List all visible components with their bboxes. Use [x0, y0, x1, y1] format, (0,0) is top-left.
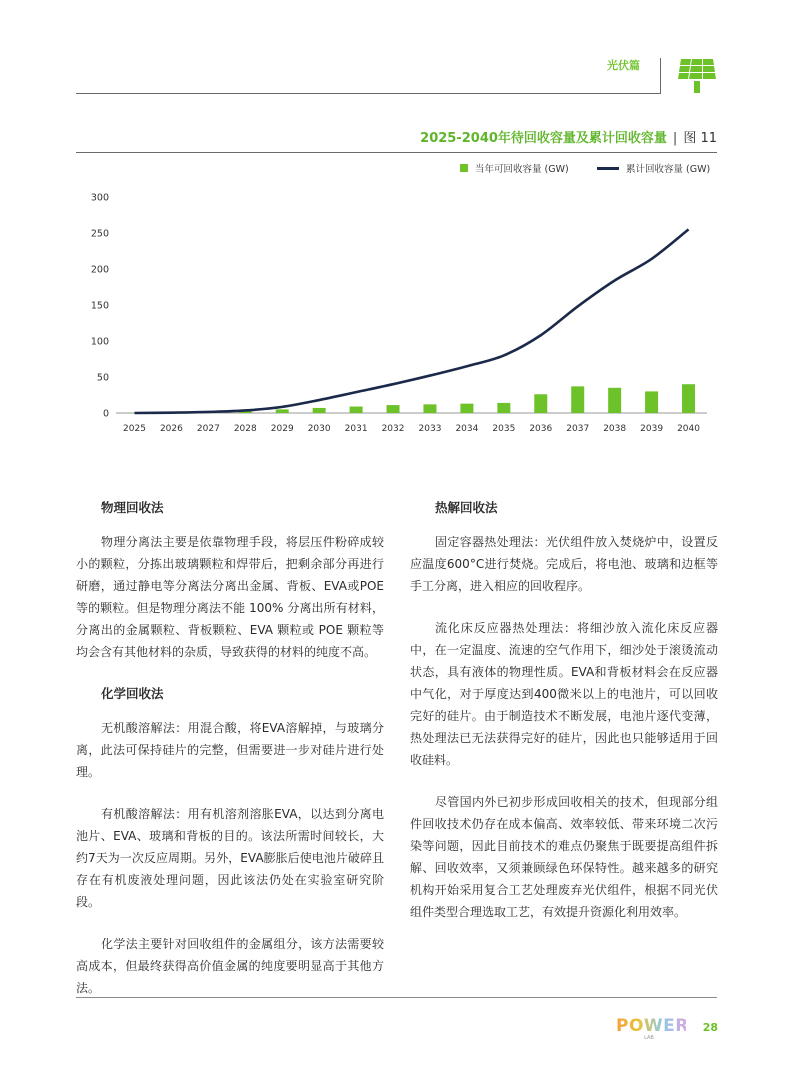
figure-title: 2025-2040年待回收容量及累计回收容量 — [420, 131, 667, 146]
legend-swatch-line — [597, 167, 619, 170]
legend-item-bar — [460, 161, 569, 175]
legend-item-line — [597, 161, 710, 175]
x-tick-label: 2033 — [418, 424, 442, 434]
footer-rule — [76, 997, 717, 998]
x-tick-label: 2029 — [270, 424, 294, 434]
figure-rule — [76, 152, 717, 153]
bar — [423, 404, 436, 413]
chart-legend — [460, 161, 718, 177]
bar — [350, 407, 363, 413]
y-tick-label: 200 — [90, 264, 109, 276]
paragraph-fixed-container: 固定容器热处理法：光伏组件放入焚烧炉中，设置反应温度600°C进行焚烧。完成后，将电池、玻璃和边框等手工分离，进入相应的回收程序。 — [410, 535, 718, 593]
solar-panel-icon — [677, 57, 717, 95]
chart-svg — [76, 185, 717, 440]
paragraph-chemical-summary: 化学法主要针对回收组件的金属组分，该方法需要较高成本，但最终获得高价值金属的纯度要明显高于其他方法。 — [76, 937, 384, 995]
section-label: 光伏篇 — [607, 59, 640, 72]
legend-swatch-bar — [460, 164, 468, 172]
heading-pyrolysis-recycling: 热解回收法 — [435, 500, 498, 515]
left-column — [76, 497, 384, 1019]
header-rule — [76, 93, 661, 94]
cumulative-line — [134, 229, 688, 413]
logo-text: POWER — [616, 1016, 689, 1036]
bar — [276, 409, 289, 413]
x-tick-label: 2038 — [603, 424, 627, 434]
figure-label: 图 11 — [683, 131, 717, 146]
legend-label-bar: 当年可回收容量 (GW) — [475, 164, 569, 175]
bar — [645, 391, 658, 413]
heading-chemical-recycling: 化学回收法 — [101, 686, 164, 701]
x-tick-label: 2036 — [529, 424, 553, 434]
x-tick-label: 2040 — [677, 424, 700, 434]
y-tick-label: 100 — [90, 336, 109, 348]
right-column — [410, 497, 718, 943]
bar — [313, 408, 326, 413]
y-tick-label: 150 — [90, 300, 109, 312]
heading-physical-recycling: 物理回收法 — [101, 500, 164, 515]
x-tick-label: 2026 — [159, 424, 183, 434]
bar — [682, 384, 695, 413]
bar — [460, 404, 473, 413]
x-tick-label: 2037 — [566, 424, 590, 434]
x-tick-label: 2039 — [640, 424, 664, 434]
paragraph-organic-acid: 有机酸溶解法：用有机溶剂溶胀EVA，以达到分离电池片、EVA、玻璃和背板的目的。该法所需时间较长，大约7天为一次反应周期。另外，EVA膨胀后使电池片破碎且存在有机废液处理问题，因此该法仍处在实验室研究阶段。 — [76, 807, 384, 909]
figure-caption — [76, 127, 717, 146]
x-tick-label: 2025 — [123, 424, 146, 434]
x-tick-label: 2030 — [307, 424, 331, 434]
y-tick-label: 50 — [96, 372, 109, 384]
bar — [571, 386, 584, 413]
bar — [534, 394, 547, 413]
chart-area — [76, 185, 717, 440]
x-tick-label: 2034 — [455, 424, 479, 434]
bar — [497, 403, 510, 413]
logo-subtext: LAB — [644, 1035, 654, 1041]
page-number: 28 — [702, 1021, 718, 1034]
header-divider — [660, 58, 661, 94]
y-tick-label: 250 — [90, 228, 109, 240]
figure-separator: | — [672, 131, 678, 146]
paragraph-conclusion: 尽管国内外已初步形成回收相关的技术，但现部分组件回收技术仍存在成本偏高、效率较低、带来环境二次污染等问题，因此目前技术的难点仍聚焦于既要提高组件拆解、回收效率，又须兼顾绿色环保特性。越来越多的研究机构开始采用复合工艺处理废弃光伏组件，根据不同光伏组件类型合理选取工艺，有效提升资源化利用效率。 — [410, 795, 718, 919]
y-tick-label: 0 — [102, 408, 109, 420]
x-tick-label: 2032 — [381, 424, 405, 434]
x-tick-label: 2027 — [196, 424, 220, 434]
bar — [608, 388, 621, 413]
y-tick-label: 300 — [90, 192, 109, 204]
x-tick-label: 2035 — [492, 424, 516, 434]
legend-label-line: 累计回收容量 (GW) — [626, 164, 711, 175]
paragraph-inorganic-acid: 无机酸溶解法：用混合酸，将EVA溶解掉，与玻璃分离，此法可保持硅片的完整，但需要进一步对硅片进行处理。 — [76, 721, 384, 779]
paragraph-physical-separation: 物理分离法主要是依靠物理手段，将层压件粉碎成较小的颗粒，分拣出玻璃颗粒和焊带后，把剩余部分再进行研磨，通过静电等分离法分离出金属、背板、EVA或POE等的颗粒。但是物理分离法不能 100% 分离出所有材料，分离出的金属颗粒、背板颗粒、EVA 颗粒或 POE 颗粒等均会含有其他材料的杂质，导致获得的材料的纯度不高。 — [76, 535, 384, 659]
x-tick-label: 2031 — [344, 424, 368, 434]
x-tick-label: 2028 — [233, 424, 257, 434]
bar — [387, 405, 400, 413]
paragraph-fluidized-bed: 流化床反应器热处理法：将细沙放入流化床反应器中，在一定温度、流速的空气作用下，细沙处于滚烫流动状态，具有液体的物理性质。EVA和背板材料会在反应器中气化，对于厚度达到400微米以上的电池片，可以回收完好的硅片。由于制造技术不断发展，电池片逐代变薄，热处理法已无法获得完好的硅片，因此也只能够适用于回收硅料。 — [410, 621, 718, 767]
powerlab-logo — [616, 1016, 689, 1050]
